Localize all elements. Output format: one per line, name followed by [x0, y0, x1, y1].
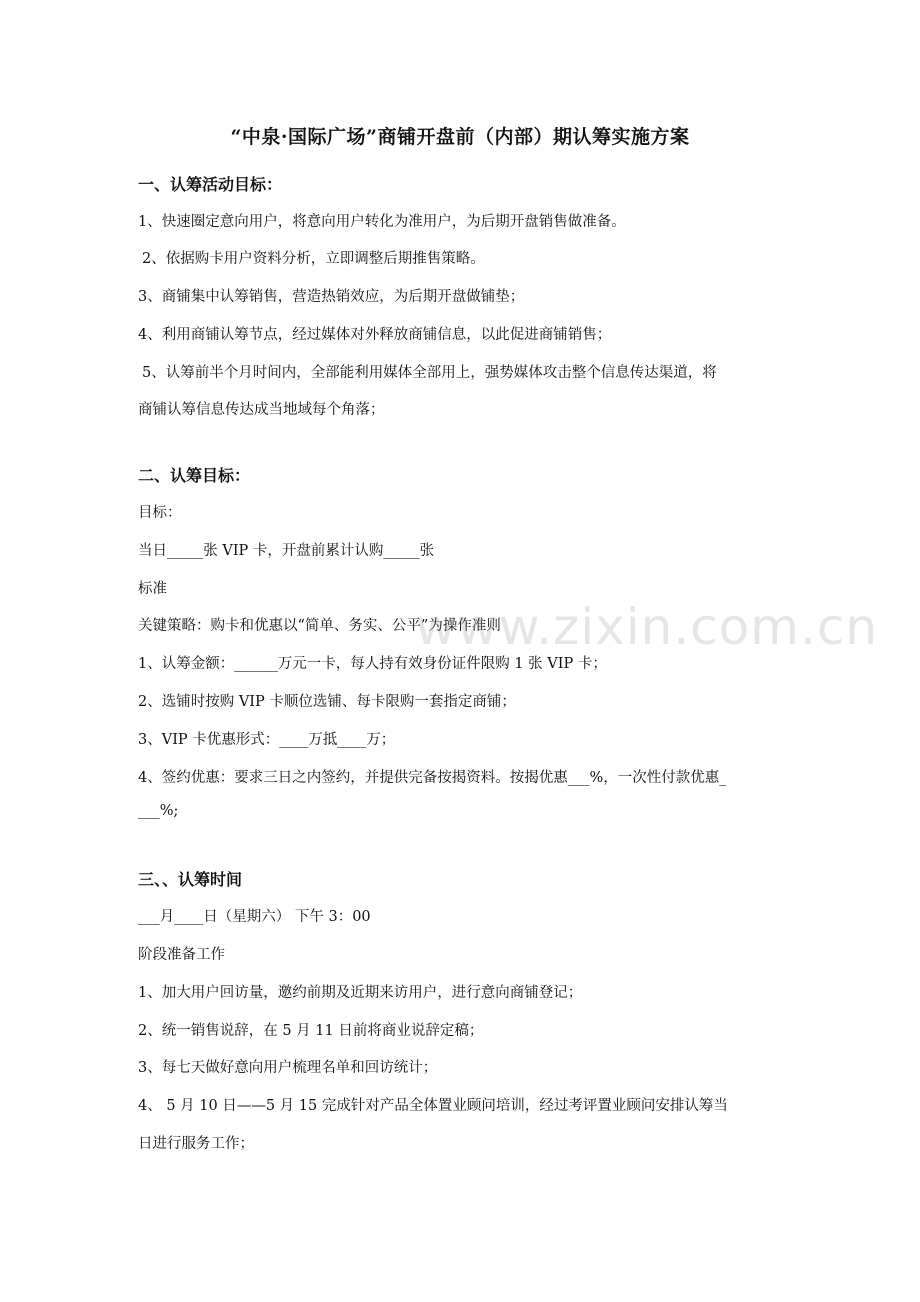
paragraph: 关键策略：购卡和优惠以“简单、务实、公平”为操作准则	[138, 618, 501, 634]
section-heading-subscription-goals: 二、认筹目标：	[138, 466, 251, 485]
paragraph: 商铺认筹信息传达成当地域每个角落；	[138, 402, 385, 418]
paragraph: 目标：	[138, 505, 182, 521]
paragraph: 3、商铺集中认筹销售，营造热销效应，为后期开盘做铺垫；	[138, 289, 525, 305]
paragraph: 1、加大用户回访量，邀约前期及近期来访用户，进行意向商铺登记；	[138, 985, 583, 1001]
paragraph: 3、VIP 卡优惠形式：____万抵____万；	[138, 732, 396, 748]
paragraph: 2、统一销售说辞，在 5 月 11 日前将商业说辞定稿；	[138, 1023, 484, 1039]
paragraph: ___%;	[138, 803, 179, 819]
paragraph: 2、选铺时按购 VIP 卡顺位选铺、每卡限购一套指定商铺；	[138, 694, 516, 710]
section-heading-subscription-time: 三、、认筹时间	[138, 870, 243, 889]
paragraph: 1、认筹金额：______万元一卡，每人持有效身份证件限购 1 张 VIP 卡；	[138, 656, 607, 672]
watermark: www.zixin.com.cn	[415, 598, 879, 656]
paragraph: 2、依据购卡用户资料分析，立即调整后期推售策略。	[142, 251, 485, 267]
paragraph: 日进行服务工作；	[138, 1136, 254, 1152]
paragraph: 1、快速圈定意向用户，将意向用户转化为准用户，为后期开盘销售做准备。	[138, 214, 626, 230]
paragraph: 5、认筹前半个月时间内，全部能利用媒体全部用上，强势媒体攻击整个信息传达渠道，将	[142, 365, 717, 381]
paragraph: 4、签约优惠：要求三日之内签约，并提供完备按揭资料。按揭优惠___%，一次性付款优惠_	[138, 770, 727, 786]
paragraph: ___月____日（星期六） 下午 3：00	[138, 909, 371, 925]
paragraph: 标准	[138, 581, 167, 597]
section-heading-activity-goals: 一、认筹活动目标：	[138, 175, 283, 194]
paragraph: 3、每七天做好意向用户梳理名单和回访统计；	[138, 1060, 438, 1076]
paragraph: 4、 5 月 10 日——5 月 15 完成针对产品全体置业顾问培训，经过考评置业顾问安排认筹当	[138, 1098, 728, 1114]
paragraph: 阶段准备工作	[138, 947, 225, 963]
paragraph: 当日_____张 VIP 卡，开盘前累计认购_____张	[138, 543, 435, 559]
paragraph: 4、利用商铺认筹节点，经过媒体对外释放商铺信息，以此促进商铺销售；	[138, 327, 612, 343]
document-title: “中泉·国际广场”商铺开盘前（内部）期认筹实施方案	[230, 126, 690, 148]
